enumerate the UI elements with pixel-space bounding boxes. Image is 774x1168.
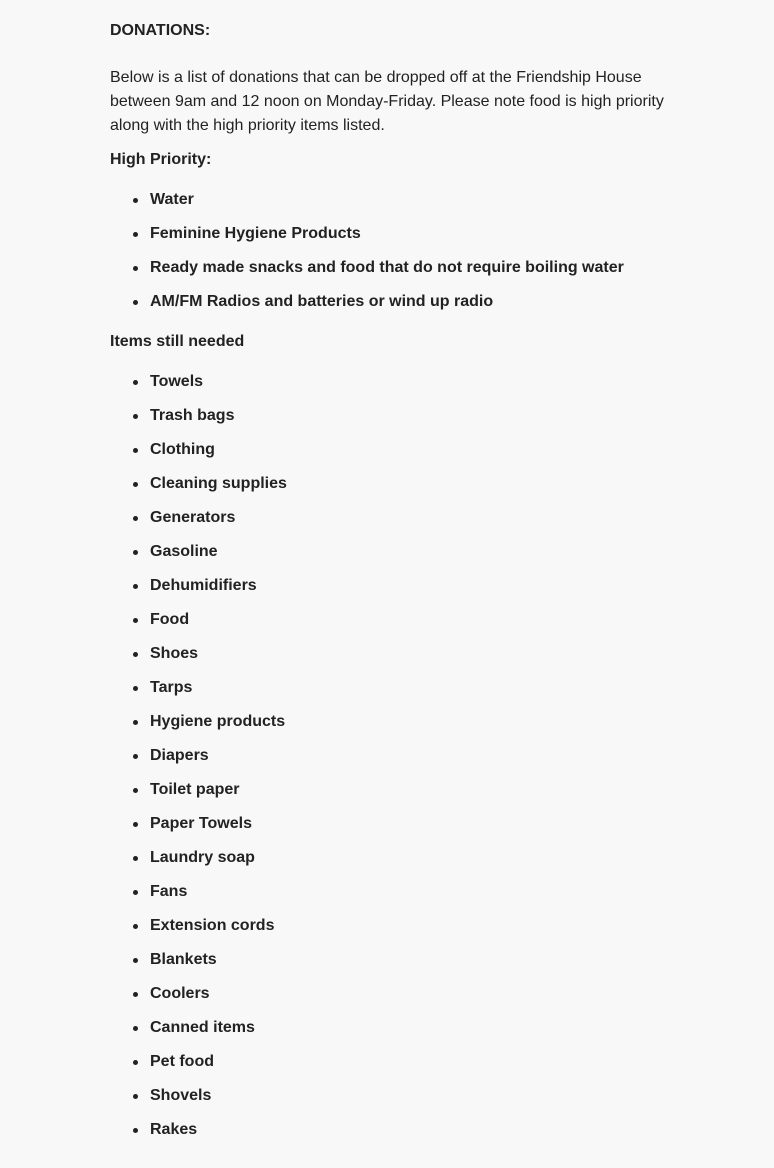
bullet-icon: [133, 992, 138, 997]
bullet-icon: [133, 822, 138, 827]
donations-section: [110, 0, 670, 1142]
list-item: [110, 1084, 670, 1108]
bullet-icon: [133, 1060, 138, 1065]
list-item: [110, 710, 670, 734]
list-item-label: Rakes: [150, 1121, 198, 1138]
list-item: [110, 982, 670, 1006]
list-item: [110, 1118, 670, 1142]
list-item-label: Dehumidifiers: [150, 577, 257, 594]
bullet-icon: [133, 516, 138, 521]
list-item: [110, 880, 670, 904]
list-item-label: Shoes: [150, 645, 199, 662]
bullet-icon: [133, 380, 138, 385]
list-item: [110, 1050, 670, 1074]
list-item-label: Shovels: [150, 1087, 212, 1104]
bullet-icon: [133, 266, 138, 271]
list-item-label: Hygiene products: [150, 713, 286, 730]
bullet-icon: [133, 856, 138, 861]
list-item: [110, 948, 670, 972]
bullet-icon: [133, 300, 138, 305]
bullet-icon: [133, 618, 138, 623]
list-item: [110, 404, 670, 428]
list-item: [110, 540, 670, 564]
page-title: DONATIONS:: [110, 22, 211, 39]
list-item-label: Coolers: [150, 985, 210, 1002]
list-item-label: Pet food: [150, 1053, 214, 1070]
list-item: [110, 846, 670, 870]
bullet-icon: [133, 482, 138, 487]
bullet-icon: [133, 1094, 138, 1099]
high-priority-list: [110, 188, 670, 314]
list-item: [110, 256, 670, 280]
bullet-icon: [133, 448, 138, 453]
list-item-label: Fans: [150, 883, 188, 900]
list-item: [110, 642, 670, 666]
bullet-icon: [133, 754, 138, 759]
bullet-icon: [133, 414, 138, 419]
list-item-label: Laundry soap: [150, 849, 255, 866]
bullet-icon: [133, 958, 138, 963]
items-still-needed-list: [110, 370, 670, 1142]
list-item: [110, 1016, 670, 1040]
list-item-label: Blankets: [150, 951, 217, 968]
list-item: [110, 574, 670, 598]
list-item: [110, 188, 670, 212]
bullet-icon: [133, 584, 138, 589]
list-item-label: Water: [150, 191, 194, 208]
bullet-icon: [133, 686, 138, 691]
list-item-label: Towels: [150, 373, 204, 390]
list-item-label: Diapers: [150, 747, 209, 764]
list-item: [110, 506, 670, 530]
bullet-icon: [133, 720, 138, 725]
high-priority-label: High Priority:: [110, 151, 212, 168]
list-item-label: Toilet paper: [150, 781, 240, 798]
bullet-icon: [133, 232, 138, 237]
list-item: [110, 744, 670, 768]
list-item-label: Clothing: [150, 441, 215, 458]
list-item: [110, 370, 670, 394]
list-item: [110, 222, 670, 246]
list-item-label: Canned items: [150, 1019, 255, 1036]
bullet-icon: [133, 652, 138, 657]
list-item-label: Ready made snacks and food that do not require boiling water: [150, 259, 624, 276]
bullet-icon: [133, 1128, 138, 1133]
bullet-icon: [133, 890, 138, 895]
list-item-label: AM/FM Radios and batteries or wind up radio: [150, 293, 494, 310]
bullet-icon: [133, 788, 138, 793]
list-item-label: Tarps: [150, 679, 193, 696]
list-item: [110, 290, 670, 314]
items-still-needed-label: Items still needed: [110, 333, 245, 350]
intro-paragraph: Below is a list of donations that can be dropped off at the Friendship House between 9am and 12 noon on Monday-Friday. Please note food is high priority along with the high priority items listed.: [110, 69, 664, 134]
bullet-icon: [133, 550, 138, 555]
list-item: [110, 914, 670, 938]
list-item: [110, 608, 670, 632]
list-item: [110, 438, 670, 462]
bullet-icon: [133, 924, 138, 929]
list-item: [110, 812, 670, 836]
list-item-label: Feminine Hygiene Products: [150, 225, 361, 242]
list-item: [110, 472, 670, 496]
list-item-label: Cleaning supplies: [150, 475, 287, 492]
list-item-label: Trash bags: [150, 407, 235, 424]
list-item-label: Food: [150, 611, 190, 628]
list-item: [110, 676, 670, 700]
list-item-label: Paper Towels: [150, 815, 252, 832]
list-item-label: Extension cords: [150, 917, 275, 934]
list-item-label: Generators: [150, 509, 236, 526]
list-item-label: Gasoline: [150, 543, 218, 560]
list-item: [110, 778, 670, 802]
bullet-icon: [133, 198, 138, 203]
bullet-icon: [133, 1026, 138, 1031]
